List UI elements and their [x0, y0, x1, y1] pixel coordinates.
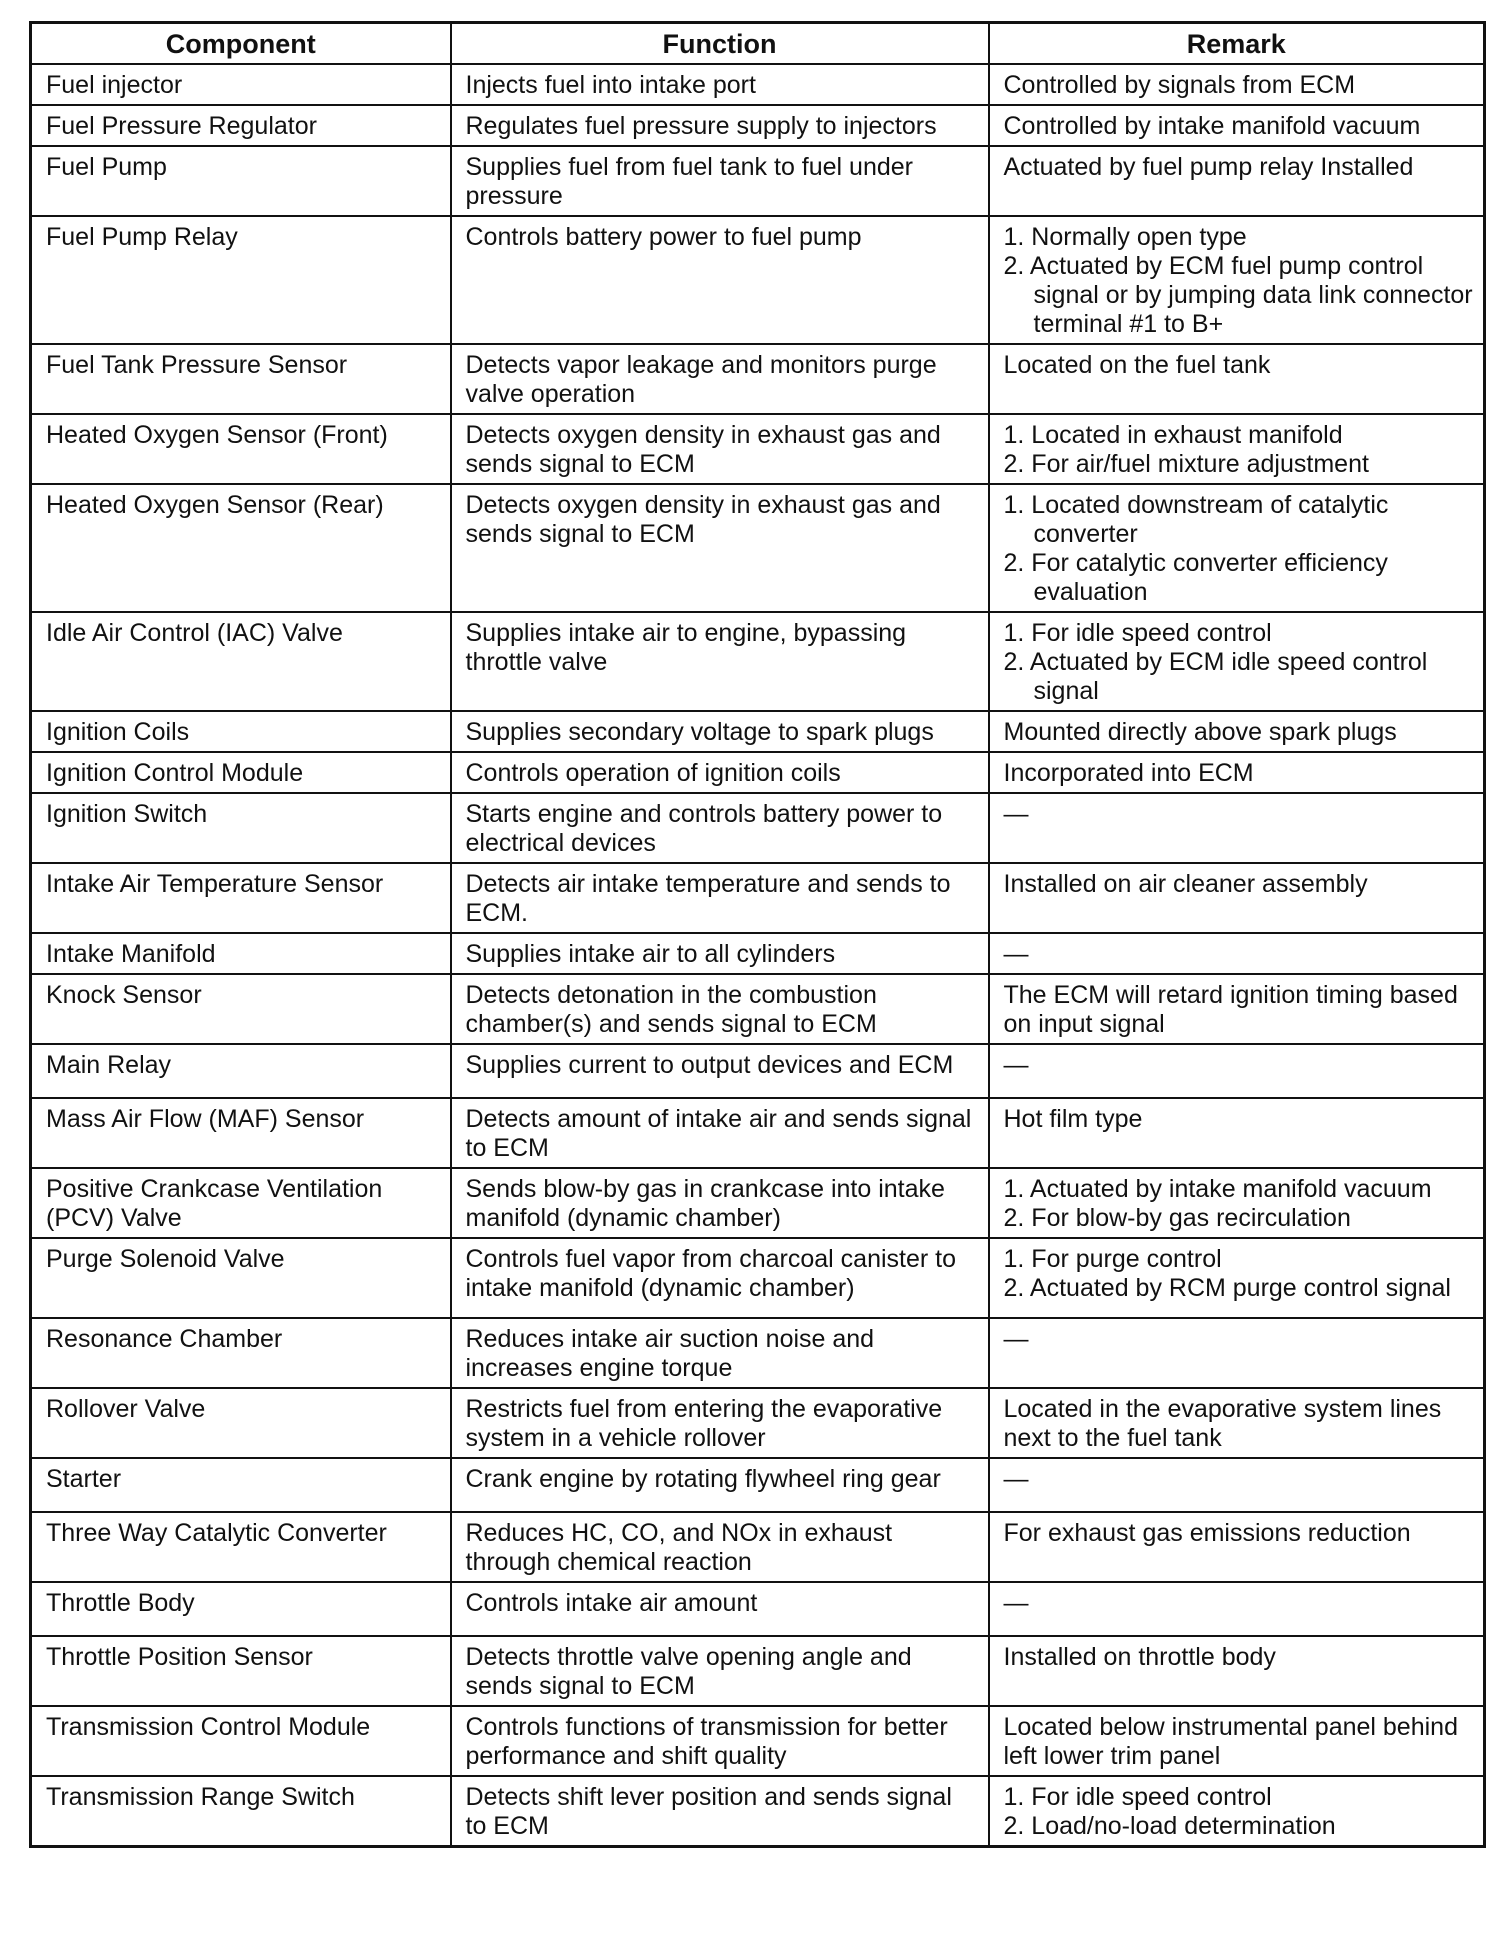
remark-text: Hot film type: [1003, 1105, 1143, 1133]
cell-remark: [989, 1238, 1485, 1318]
table-row: [31, 1388, 1485, 1458]
remark-text: —: [1003, 1465, 1029, 1493]
remark-text: Mounted directly above spark plugs: [1003, 718, 1397, 746]
cell-remark: [989, 216, 1485, 344]
cell-component: Throttle Body: [31, 1582, 451, 1636]
table-row: [31, 414, 1485, 484]
remark-text: —: [1003, 1051, 1029, 1079]
cell-remark: [989, 1512, 1485, 1582]
cell-component: Fuel injector: [31, 64, 451, 105]
cell-function: Supplies current to output devices and ECM: [451, 1044, 989, 1098]
cell-function: Supplies intake air to engine, bypassing throttle valve: [451, 612, 989, 711]
header-component: Component: [31, 23, 451, 65]
table-row: [31, 933, 1485, 974]
cell-remark: [989, 1044, 1485, 1098]
cell-component: Mass Air Flow (MAF) Sensor: [31, 1098, 451, 1168]
cell-component: Three Way Catalytic Converter: [31, 1512, 451, 1582]
table-row: [31, 752, 1485, 793]
remark-text: Actuated by fuel pump relay Installed: [1003, 153, 1414, 181]
cell-remark: [989, 1318, 1485, 1388]
cell-function: Crank engine by rotating flywheel ring gear: [451, 1458, 989, 1512]
cell-component: Ignition Control Module: [31, 752, 451, 793]
cell-remark: [989, 1458, 1485, 1512]
table-row: [31, 1168, 1485, 1238]
cell-remark: [989, 1388, 1485, 1458]
remark-list-item: 2. For air/fuel mixture adjustment: [1003, 450, 1369, 478]
cell-component: Fuel Tank Pressure Sensor: [31, 344, 451, 414]
cell-function: Detects shift lever position and sends signal to ECM: [451, 1776, 989, 1847]
cell-component: Knock Sensor: [31, 974, 451, 1044]
table-row: [31, 1582, 1485, 1636]
cell-remark: [989, 1636, 1485, 1706]
table-row: [31, 64, 1485, 105]
cell-remark: [989, 105, 1485, 146]
cell-function: Controls operation of ignition coils: [451, 752, 989, 793]
cell-remark: [989, 484, 1485, 612]
table-row: [31, 484, 1485, 612]
remark-text: —: [1003, 1325, 1029, 1353]
table-row: [31, 1098, 1485, 1168]
remark-list-item: 1. Normally open type: [1003, 223, 1247, 251]
cell-function: Controls battery power to fuel pump: [451, 216, 989, 344]
cell-function: Detects amount of intake air and sends signal to ECM: [451, 1098, 989, 1168]
cell-remark: [989, 863, 1485, 933]
cell-function: Supplies secondary voltage to spark plugs: [451, 711, 989, 752]
table-row: [31, 793, 1485, 863]
table-row: [31, 1706, 1485, 1776]
remark-text: Incorporated into ECM: [1003, 759, 1254, 787]
cell-remark: [989, 146, 1485, 216]
remark-list-item: 2. For catalytic converter efficiency evaluation: [1003, 549, 1388, 606]
cell-function: Controls intake air amount: [451, 1582, 989, 1636]
cell-component: Main Relay: [31, 1044, 451, 1098]
cell-component: Fuel Pressure Regulator: [31, 105, 451, 146]
cell-function: Detects throttle valve opening angle and sends signal to ECM: [451, 1636, 989, 1706]
table-row: [31, 1458, 1485, 1512]
remark-list-item: 1. Located downstream of catalytic converter: [1003, 491, 1389, 548]
cell-function: Reduces HC, CO, and NOx in exhaust through chemical reaction: [451, 1512, 989, 1582]
table-row: [31, 1318, 1485, 1388]
remark-list-item: 2. Load/no-load determination: [1003, 1812, 1336, 1840]
cell-component: Resonance Chamber: [31, 1318, 451, 1388]
table-row: [31, 1044, 1485, 1098]
cell-component: Ignition Coils: [31, 711, 451, 752]
cell-component: Purge Solenoid Valve: [31, 1238, 451, 1318]
cell-component: Intake Manifold: [31, 933, 451, 974]
table-row: [31, 1512, 1485, 1582]
cell-remark: [989, 1706, 1485, 1776]
remark-text: Located in the evaporative system lines next to the fuel tank: [1003, 1395, 1442, 1452]
cell-function: Injects fuel into intake port: [451, 64, 989, 105]
cell-function: Detects detonation in the combustion chamber(s) and sends signal to ECM: [451, 974, 989, 1044]
cell-function: Starts engine and controls battery power to electrical devices: [451, 793, 989, 863]
cell-component: Rollover Valve: [31, 1388, 451, 1458]
cell-function: Supplies fuel from fuel tank to fuel under pressure: [451, 146, 989, 216]
cell-remark: [989, 414, 1485, 484]
cell-component: Intake Air Temperature Sensor: [31, 863, 451, 933]
cell-component: Starter: [31, 1458, 451, 1512]
cell-component: Fuel Pump Relay: [31, 216, 451, 344]
cell-function: Detects oxygen density in exhaust gas and sends signal to ECM: [451, 484, 989, 612]
remark-list-item: 1. Actuated by intake manifold vacuum: [1003, 1175, 1432, 1203]
header-function: Function: [451, 23, 989, 65]
remark-text: —: [1003, 1589, 1029, 1617]
table-row: [31, 146, 1485, 216]
remark-text: Controlled by intake manifold vacuum: [1003, 112, 1421, 140]
cell-function: Controls fuel vapor from charcoal canister to intake manifold (dynamic chamber): [451, 1238, 989, 1318]
cell-remark: [989, 1168, 1485, 1238]
component-function-table: [29, 21, 1486, 1848]
cell-remark: [989, 752, 1485, 793]
cell-function: Controls functions of transmission for better performance and shift quality: [451, 1706, 989, 1776]
remark-list-item: 2. For blow-by gas recirculation: [1003, 1204, 1351, 1232]
cell-function: Supplies intake air to all cylinders: [451, 933, 989, 974]
remark-list-item: 1. For purge control: [1003, 1245, 1222, 1273]
cell-function: Reduces intake air suction noise and increases engine torque: [451, 1318, 989, 1388]
cell-component: Heated Oxygen Sensor (Front): [31, 414, 451, 484]
remark-text: Controlled by signals from ECM: [1003, 71, 1356, 99]
remark-text: Located on the fuel tank: [1003, 351, 1271, 379]
table-row: [31, 863, 1485, 933]
cell-component: Idle Air Control (IAC) Valve: [31, 612, 451, 711]
remark-list-item: 1. Located in exhaust manifold: [1003, 421, 1343, 449]
table-body: [31, 64, 1485, 1847]
remark-text: The ECM will retard ignition timing based on input signal: [1003, 981, 1458, 1038]
cell-remark: [989, 974, 1485, 1044]
header-remark: Remark: [989, 23, 1485, 65]
cell-remark: [989, 612, 1485, 711]
cell-remark: [989, 1776, 1485, 1847]
cell-remark: [989, 1582, 1485, 1636]
table-row: [31, 1636, 1485, 1706]
cell-component: Heated Oxygen Sensor (Rear): [31, 484, 451, 612]
remark-list-item: 2. Actuated by ECM fuel pump control signal or by jumping data link connector terminal #1 to B+: [1003, 252, 1473, 338]
cell-function: Regulates fuel pressure supply to injectors: [451, 105, 989, 146]
cell-remark: [989, 711, 1485, 752]
remark-text: —: [1003, 800, 1029, 828]
cell-function: Detects oxygen density in exhaust gas and sends signal to ECM: [451, 414, 989, 484]
cell-function: Restricts fuel from entering the evaporative system in a vehicle rollover: [451, 1388, 989, 1458]
cell-function: Detects vapor leakage and monitors purge valve operation: [451, 344, 989, 414]
remark-text: —: [1003, 940, 1029, 968]
table-row: [31, 711, 1485, 752]
remark-text: For exhaust gas emissions reduction: [1003, 1519, 1411, 1547]
table-row: [31, 974, 1485, 1044]
table-header-row: [31, 23, 1485, 65]
remark-text: Installed on air cleaner assembly: [1003, 870, 1368, 898]
cell-component: Throttle Position Sensor: [31, 1636, 451, 1706]
remark-list-item: 1. For idle speed control: [1003, 1783, 1272, 1811]
remark-text: Located below instrumental panel behind left lower trim panel: [1003, 1713, 1458, 1770]
remark-list-item: 1. For idle speed control: [1003, 619, 1272, 647]
table-row: [31, 344, 1485, 414]
table-row: [31, 216, 1485, 344]
cell-remark: [989, 793, 1485, 863]
cell-function: Detects air intake temperature and sends to ECM.: [451, 863, 989, 933]
cell-remark: [989, 933, 1485, 974]
remark-list-item: 2. Actuated by RCM purge control signal: [1003, 1274, 1451, 1302]
table-row: [31, 1238, 1485, 1318]
cell-component: Positive Crankcase Ventilation (PCV) Valve: [31, 1168, 451, 1238]
table-row: [31, 612, 1485, 711]
cell-component: Fuel Pump: [31, 146, 451, 216]
table-row: [31, 105, 1485, 146]
cell-function: Sends blow-by gas in crankcase into intake manifold (dynamic chamber): [451, 1168, 989, 1238]
remark-list-item: 2. Actuated by ECM idle speed control signal: [1003, 648, 1428, 705]
cell-component: Transmission Range Switch: [31, 1776, 451, 1847]
remark-text: Installed on throttle body: [1003, 1643, 1276, 1671]
cell-component: Transmission Control Module: [31, 1706, 451, 1776]
table-row: [31, 1776, 1485, 1847]
cell-remark: [989, 344, 1485, 414]
cell-remark: [989, 64, 1485, 105]
cell-component: Ignition Switch: [31, 793, 451, 863]
cell-remark: [989, 1098, 1485, 1168]
